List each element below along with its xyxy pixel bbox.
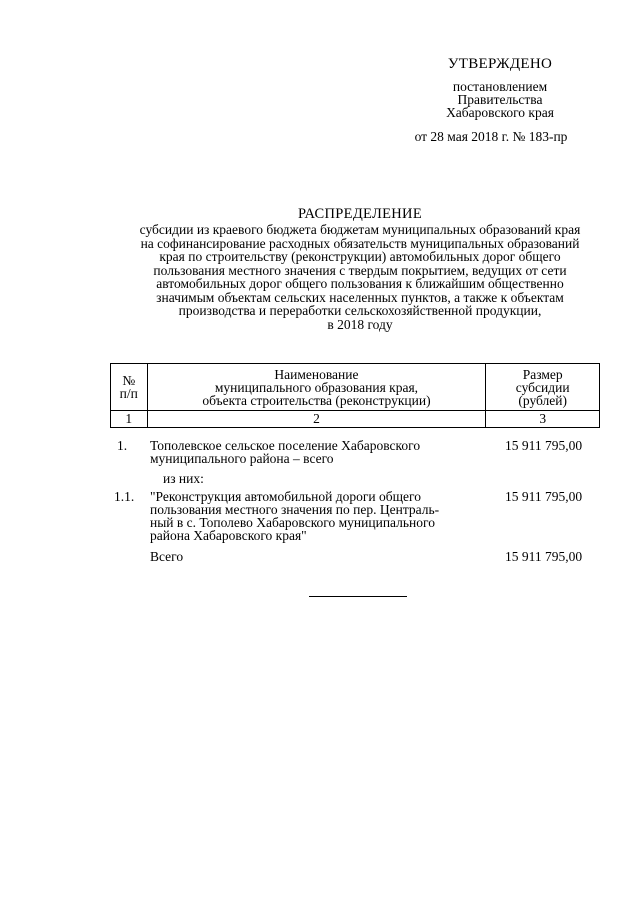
approval-stamp: [400, 58, 600, 143]
header-text: п/п: [119, 386, 138, 401]
row-name-line: района Хабаровского края": [150, 528, 307, 543]
header-text: муниципального образования края,: [214, 380, 419, 395]
header-col-number: [111, 364, 148, 411]
subtitle-line: субсидии из краевого бюджета бюджетам муниципальных образований края: [139, 222, 581, 237]
header-col-amount: [486, 364, 600, 411]
approval-line-3: Хабаровского края: [446, 105, 554, 120]
table-header-row: [111, 364, 600, 411]
approval-line-2: Правительства: [457, 92, 543, 107]
subtitle-line: края по строительству (реконструкции) автомобильных дорог общего: [159, 249, 561, 264]
row-name-line: муниципального района – всего: [150, 451, 334, 466]
header-text: №: [122, 373, 136, 388]
document-title: РАСПРЕДЕЛЕНИЕ: [298, 206, 422, 222]
header-text: объекта строительства (реконструкции): [202, 393, 431, 408]
subtitle-line: автомобильных дорог общего пользования к ближайшим общественно: [156, 276, 564, 291]
row-index: 1.1.: [114, 489, 135, 504]
header-text: Размер: [522, 367, 563, 382]
column-number: 3: [486, 411, 600, 428]
row-name: [150, 439, 495, 465]
document-subtitle: [100, 223, 620, 331]
column-number: 1: [111, 411, 148, 428]
header-text: Наименование: [274, 367, 359, 382]
header-col-name: [147, 364, 486, 411]
row-amount: 15 911 795,00: [505, 438, 583, 453]
approval-line-1: постановлением: [452, 79, 548, 94]
row-name-line: Всего: [150, 549, 184, 564]
row-name-line: пользования местного значения по пер. Централь-: [150, 502, 440, 517]
subtitle-line: значимым объектам сельских населенных пунктов, а также к объектам: [156, 289, 564, 305]
row-name: [150, 490, 495, 542]
subtitle-line: пользования местного значения с твердым покрытием, ведущих от сети: [153, 262, 567, 278]
column-number: 2: [147, 411, 486, 428]
row-name-line: "Реконструкция автомобильной дороги общего: [150, 489, 421, 504]
total-amount: 15 911 795,00: [505, 549, 583, 564]
subtitle-line: на софинансирование расходных обязательств муниципальных образований: [140, 235, 580, 251]
subtitle-line: производства и переработки сельскохозяйственной продукции,: [178, 303, 542, 318]
row-name-line: ный в с. Тополево Хабаровского муниципального: [150, 515, 435, 530]
approval-date: от 28 мая 2018 г. № 183-пр: [414, 129, 568, 144]
table-column-numbers-row: [111, 411, 600, 428]
closing-rule: [309, 596, 407, 597]
distribution-table-header: [110, 363, 600, 428]
row-index: 1.: [117, 438, 128, 453]
approval-heading: УТВЕРЖДЕНО: [447, 56, 553, 72]
row-name-line: Тополевское сельское поселение Хабаровского: [150, 438, 421, 453]
header-text: (рублей): [518, 393, 567, 408]
row-amount: 15 911 795,00: [505, 489, 583, 504]
header-text: субсидии: [515, 380, 570, 395]
subtitle-line: в 2018 году: [327, 316, 393, 332]
total-label: [150, 550, 495, 563]
row-note: из них:: [163, 471, 204, 486]
